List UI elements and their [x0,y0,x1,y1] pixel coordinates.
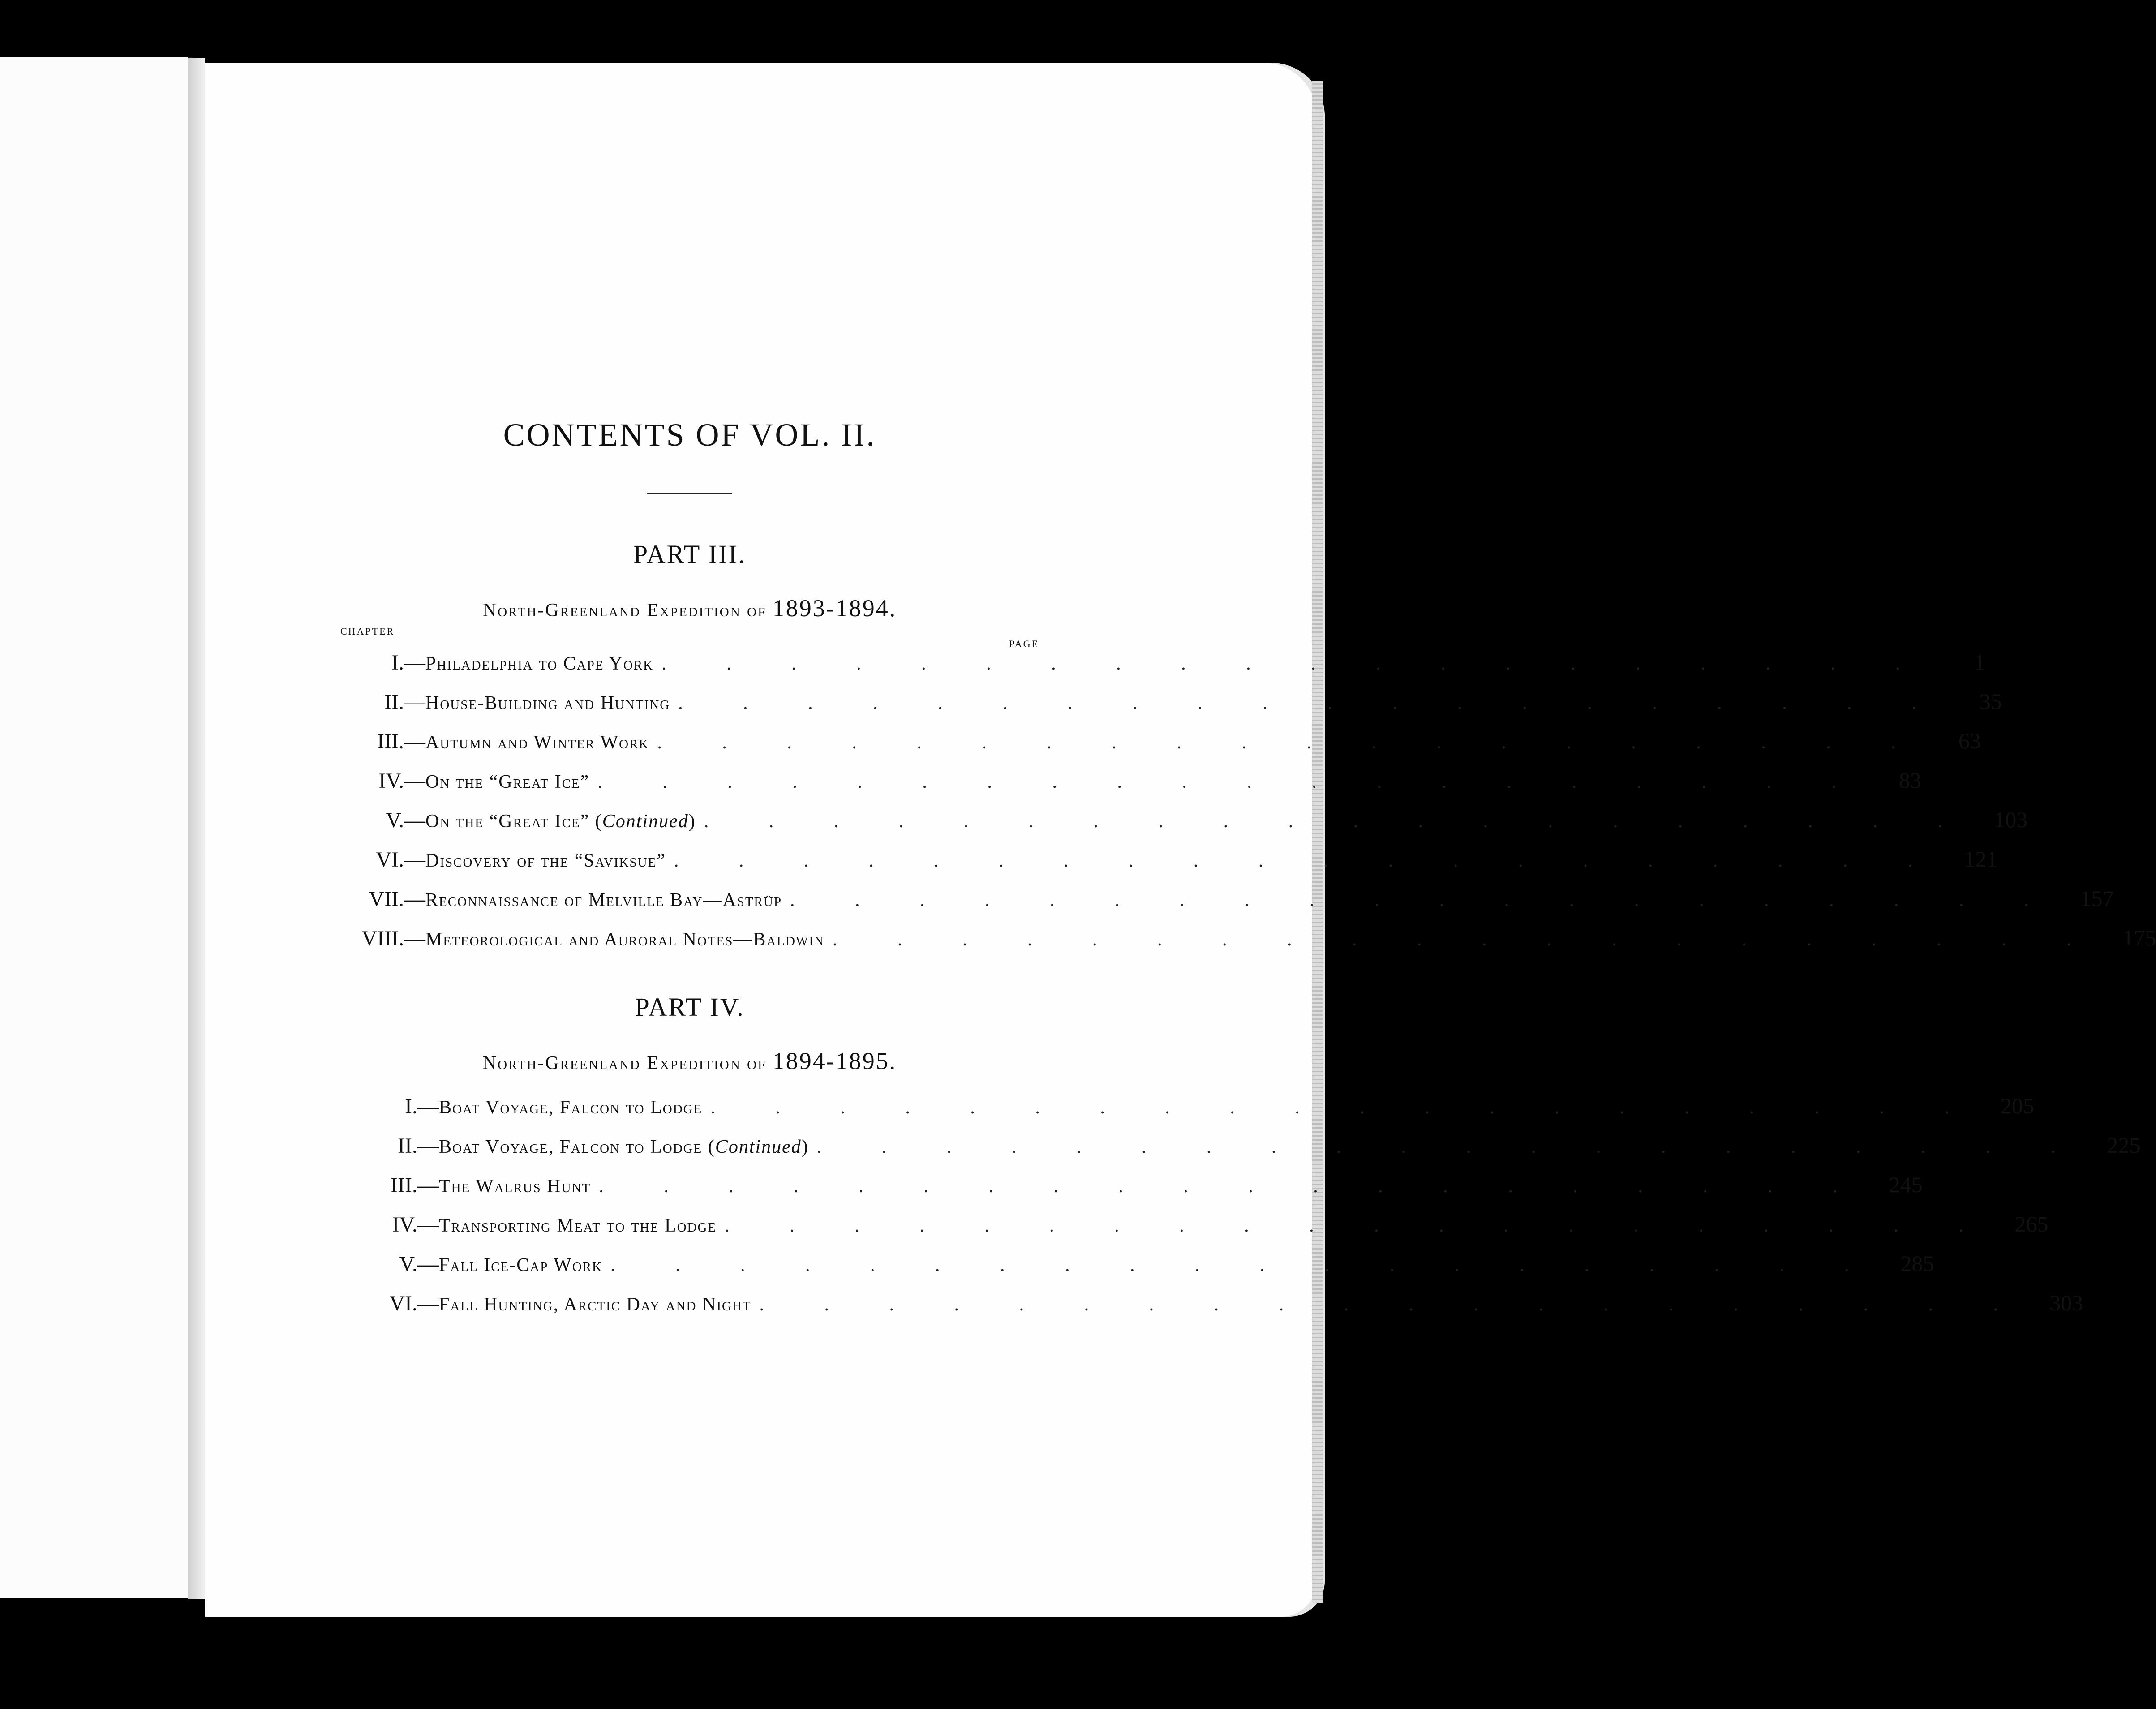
dot-leaders: . . . . . . . . . . . . . . . . . . . . [832,929,2099,950]
part-subtitle [340,594,1039,622]
chapter-title-text: Philadelphia to Cape York [425,653,654,674]
toc-entry [354,1250,1934,1290]
page-number: 285 [1900,1251,1934,1276]
dot-leaders: . . . . . . . . . . . . . . . . . . . . [610,1255,1877,1275]
chapter-title-suffix: ) [801,1137,809,1157]
chapter-title-text: On the “Great Ice” [425,772,590,792]
chapter-title-italic: Continued [715,1137,802,1157]
toc-entry [340,885,2114,925]
chapter-title [425,653,653,674]
facing-page [0,57,193,1598]
chapter-title [425,692,670,714]
column-headings [340,626,1039,649]
chapter-list [340,1093,2141,1329]
dot-leaders: . . . . . . . . . . . . . . . . . . . . [704,811,1971,832]
page-column-label: PAGE [1009,638,1039,649]
chapter-number: VII.— [369,887,425,911]
chapter-title-italic: Continued [602,811,689,832]
chapter-number: II.— [398,1134,439,1158]
chapter-title-text: Fall Hunting, Arctic Day and Night [439,1294,752,1315]
chapter-number: V.— [386,808,425,832]
toc-entry [340,688,2002,728]
toc-entry [340,767,1921,807]
dot-leaders: . . . . . . . . . . . . . . . . . . . . [816,1137,2083,1157]
chapter-title-text: House-Building and Hunting [425,693,670,713]
chapter-title [425,771,589,793]
chapter-number: III.— [391,1173,439,1197]
chapter-number: III.— [377,730,425,753]
chapter-title-text: Transporting Meat to the Lodge [439,1215,717,1236]
page-number: 265 [2014,1211,2049,1237]
chapter-title-text: Fall Ice-Cap Work [439,1255,602,1275]
chapter-number: IV.— [378,769,425,793]
dot-leaders: . . . . . . . . . . . . . . . . . . . . [661,653,1928,674]
page-number: 35 [1979,689,2002,714]
chapter-number: V.— [399,1252,439,1276]
toc-entry [354,1172,1923,1211]
part-iii-section [340,539,2156,964]
page-number: 205 [2000,1093,2034,1118]
chapter-number: II.— [384,690,425,714]
chapter-number: VI.— [376,848,425,872]
chapter-title [425,889,782,911]
toc-entry [354,1093,2034,1132]
chapter-title-text: Discovery of the “Saviksue” [425,850,666,871]
dot-leaders: . . . . . . . . . . . . . . . . . . . . [674,850,1941,871]
subtitle-years: 1893-1894. [772,595,897,622]
chapter-title [425,929,825,950]
dot-leaders: . . . . . . . . . . . . . . . . . . . . [597,772,1864,792]
chapter-title [439,1097,702,1118]
chapter-title-suffix: ) [688,811,696,832]
page-number: 83 [1898,768,1921,793]
chapter-number: VIII.— [361,927,425,950]
dot-leaders: . . . . . . . . . . . . . . . . . . . . [725,1215,1991,1236]
chapter-title-text: The Walrus Hunt [439,1176,591,1197]
chapter-title-text: On the “Great Ice” ( [425,811,602,832]
page-edge [1312,81,1323,1603]
chapter-title [425,732,649,753]
toc-entry [354,1290,2083,1329]
page-number: 225 [2107,1133,2141,1158]
toc-entry [340,846,1998,885]
chapter-column-label: CHAPTER [340,626,395,637]
heading-rule [647,493,732,494]
chapter-title-text: Meteorological and Auroral Notes—Baldwin [425,929,825,950]
chapter-list [340,649,2156,964]
chapter-title [439,1294,752,1315]
contents-block [340,417,2156,1329]
book-gutter [188,58,205,1599]
chapter-title [425,850,666,872]
page-number: 121 [1964,846,1998,872]
toc-entry [340,728,1981,767]
subtitle-text: North-Greenland Expedition of [482,1053,773,1073]
dot-leaders: . . . . . . . . . . . . . . . . . . . . [678,693,1945,713]
toc-entry [340,925,2156,964]
page-number: 1 [1974,649,1985,674]
toc-entry [340,807,2028,846]
chapter-number: VI.— [389,1292,439,1315]
chapter-title-text: Autumn and Winter Work [425,732,649,753]
contents-heading: CONTENTS OF VOL. II. [503,417,876,453]
dot-leaders: . . . . . . . . . . . . . . . . . . . . [710,1097,1977,1118]
part-iv-section [340,992,2141,1329]
chapter-title [425,811,696,832]
subtitle-text: North-Greenland Expedition of [482,600,773,621]
toc-entry [340,649,1985,688]
part-title: PART IV. [635,992,745,1022]
page-number: 245 [1889,1172,1923,1197]
dot-leaders: . . . . . . . . . . . . . . . . . . . . [657,732,1924,753]
page-number: 303 [2049,1290,2083,1315]
chapter-title [439,1215,717,1237]
chapter-title-text: Boat Voyage, Falcon to Lodge [439,1097,703,1118]
page-number: 63 [1958,728,1981,753]
dot-leaders: . . . . . . . . . . . . . . . . . . . . [599,1176,1865,1197]
part-subtitle [340,1047,1039,1075]
chapter-title [439,1136,809,1158]
subtitle-years: 1894-1895. [772,1048,897,1074]
chapter-title-text: Reconnaissance of Melville Bay—Astrüp [425,890,782,910]
chapter-title [439,1176,591,1197]
chapter-title [439,1254,602,1276]
toc-entry [354,1211,2049,1250]
chapter-title-text: Boat Voyage, Falcon to Lodge ( [439,1137,715,1157]
chapter-number: I.— [405,1095,439,1118]
page-number: 103 [1994,807,2028,832]
toc-entry [354,1132,2141,1172]
chapter-number: IV.— [392,1213,439,1237]
dot-leaders: . . . . . . . . . . . . . . . . . . . . [759,1294,2026,1315]
dot-leaders: . . . . . . . . . . . . . . . . . . . . [790,890,2057,910]
chapter-number: I.— [391,651,425,674]
page-number: 157 [2080,886,2114,911]
part-title: PART III. [633,540,747,569]
page-number: 175 [2122,925,2156,950]
